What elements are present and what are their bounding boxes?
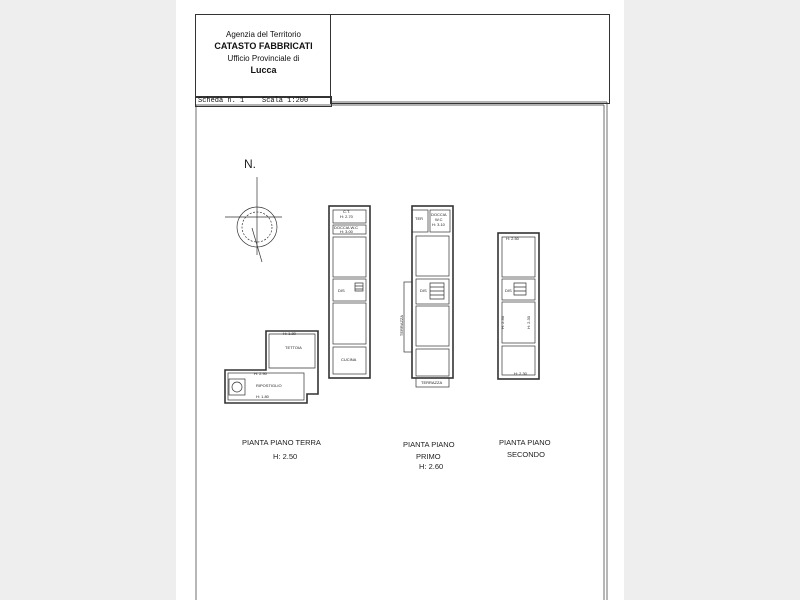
north-compass-icon (225, 177, 282, 262)
second-floor-plan (498, 233, 539, 379)
room-dis-second: DIS (505, 288, 512, 293)
sheet-number: Scheda n. 1 (198, 97, 245, 105)
north-label: N. (244, 157, 256, 171)
caption-secondo-floor: SECONDO (507, 450, 545, 459)
room-second-height: H: 2.50 (506, 236, 519, 241)
room-dis-first: DIS (420, 288, 427, 293)
first-floor-plan (404, 206, 453, 387)
room-terrazza-side: TERRAZZA (399, 314, 405, 337)
room-doccia-wc-height: H: 3.00 (340, 229, 353, 234)
room-doccia-height: H: 3.10 (432, 222, 445, 227)
caption-primo-floor: PRIMO (416, 452, 441, 461)
city-name: Lucca (250, 65, 277, 75)
room-tettoia: TETTOIA (285, 345, 302, 350)
outbuilding-plan (225, 331, 318, 403)
caption-terra-title: PIANTA PIANO TERRA (242, 438, 321, 447)
room-second-height-2: H: 2.30 (499, 316, 505, 329)
scale-label: Scala 1:200 (262, 97, 309, 105)
caption-secondo-title: PIANTA PIANO (499, 438, 551, 447)
room-second-height-4: H: 2.30 (514, 371, 527, 376)
room-ripostiglio: RIPOSTIGLIO (256, 383, 282, 388)
office-name: Ufficio Provinciale di (227, 54, 300, 63)
room-doccia: DOCCIA (431, 212, 447, 217)
room-terrazza-bottom: TERRAZZA (421, 380, 443, 385)
room-wc: W.C (435, 217, 443, 222)
room-cucina: CUCINA (341, 357, 357, 362)
room-ter: TER (415, 216, 423, 221)
room-ripostiglio-height-2: H: 1.80 (256, 394, 269, 399)
catasto-title: CATASTO FABBRICATI (214, 41, 313, 51)
room-second-height-3: H: 2.30 (525, 316, 531, 329)
caption-terra-height: H: 2.50 (273, 452, 298, 461)
room-dis-ground: DIS (338, 288, 345, 293)
room-ct: C.T. (343, 209, 351, 214)
caption-primo-title: PIANTA PIANO (403, 440, 455, 449)
room-doccia-wc: DOCCIA W.C (334, 225, 359, 230)
room-tettoia-height: H: 1.80 (283, 331, 296, 336)
caption-primo-height: H: 2.60 (419, 462, 444, 471)
agency-name: Agenzia del Territorio (225, 30, 301, 39)
room-ripostiglio-height: H: 2.90 (254, 371, 267, 376)
room-ct-height: H: 2.70 (340, 214, 353, 219)
